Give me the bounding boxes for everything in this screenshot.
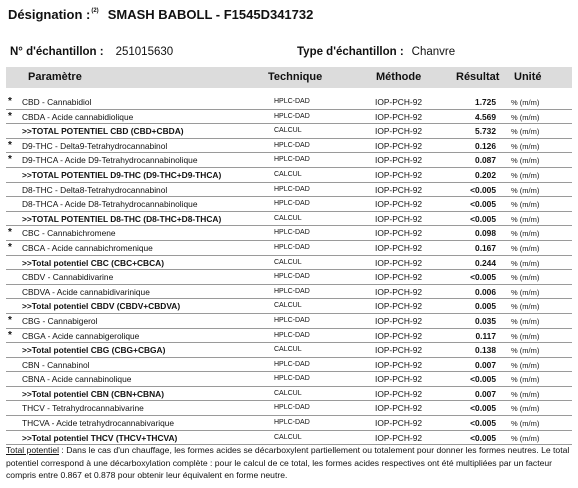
results-table (6, 95, 572, 445)
row-result: <0.005 (470, 418, 496, 429)
row-result: <0.005 (470, 432, 496, 443)
row-method: IOP-PCH-92 (375, 345, 423, 356)
row-technique: HPLC-DAD (274, 360, 310, 368)
row-star-marker: * (8, 227, 12, 239)
row-parameter: CBDA - Acide cannabidiolique (22, 111, 134, 122)
table-row (6, 372, 572, 387)
table-row (6, 110, 572, 125)
row-technique: HPLC-DAD (274, 375, 310, 383)
total-row (6, 387, 572, 402)
table-row (6, 139, 572, 154)
row-method: IOP-PCH-92 (375, 199, 423, 210)
row-technique: HPLC-DAD (274, 404, 310, 412)
row-technique: HPLC-DAD (274, 419, 310, 427)
row-unit: % (m/m) (511, 331, 540, 341)
row-method: IOP-PCH-92 (375, 257, 423, 268)
row-technique: HPLC-DAD (274, 243, 310, 251)
table-row (6, 95, 572, 110)
total-row (6, 124, 572, 139)
row-unit: % (m/m) (511, 258, 540, 268)
row-method: IOP-PCH-92 (375, 301, 423, 312)
table-row (6, 270, 572, 285)
row-unit: % (m/m) (511, 200, 540, 210)
row-unit: % (m/m) (511, 375, 540, 385)
row-technique: CALCUL (274, 214, 302, 222)
total-row (6, 343, 572, 358)
designation-label: Désignation : (8, 7, 91, 22)
row-result: <0.005 (470, 184, 496, 195)
row-parameter: D9-THC - Delta9-Tetrahydrocannabinol (22, 140, 168, 151)
row-result: 0.167 (475, 242, 496, 253)
designation-value: SMASH BABOLL - F1545D341732 (107, 7, 314, 22)
row-parameter: D9-THCA - Acide D9-Tetrahydrocannabinolique (22, 155, 198, 166)
row-unit: % (m/m) (511, 302, 540, 312)
row-result: 0.007 (475, 388, 496, 399)
total-row (6, 168, 572, 183)
footnote-label: Total potentiel (6, 445, 60, 455)
row-result: 0.098 (475, 228, 496, 239)
row-unit: % (m/m) (511, 389, 540, 399)
row-method: IOP-PCH-92 (375, 155, 423, 166)
header-unit: Unité (514, 71, 542, 83)
row-unit: % (m/m) (511, 316, 540, 326)
row-parameter: >>Total potentiel THCV (THCV+THCVA) (22, 432, 178, 443)
row-method: IOP-PCH-92 (375, 140, 423, 151)
header-technique: Technique (268, 71, 323, 83)
row-parameter: CBC - Cannabichromene (22, 228, 116, 239)
row-unit: % (m/m) (511, 433, 540, 443)
row-technique: HPLC-DAD (274, 200, 310, 208)
row-parameter: >>Total potentiel CBG (CBG+CBGA) (22, 345, 166, 356)
row-technique: HPLC-DAD (274, 112, 310, 120)
row-unit: % (m/m) (511, 346, 540, 356)
total-row (6, 256, 572, 271)
row-technique: HPLC-DAD (274, 273, 310, 281)
row-parameter: CBN - Cannabinol (22, 359, 90, 370)
total-row (6, 212, 572, 227)
row-parameter: >>Total potentiel CBDV (CBDV+CBDVA) (22, 301, 181, 312)
table-row (6, 401, 572, 416)
row-unit: % (m/m) (511, 243, 540, 253)
row-technique: HPLC-DAD (274, 98, 310, 105)
row-parameter: CBNA - Acide cannabinolique (22, 374, 132, 385)
designation-footnote-ref: (2) (91, 8, 99, 14)
row-parameter: D8-THCA - Acide D8-Tetrahydrocannabinolique (22, 199, 198, 210)
row-technique: CALCUL (274, 433, 302, 441)
row-unit: % (m/m) (511, 419, 540, 429)
footnote-text: : Dans le cas d'un chauffage, les formes acides se décarboxylent partiellement ou totalement pour donner les formes neutres. Le total potentiel correspond à une décarboxylation complète : pour le calcul de ce total, les formes acides respectives ont été multipliées par un facteur compris entre 0.867 et 0.878 pour obtenir leur équivalent en forme neutre. (6, 445, 570, 481)
row-result: <0.005 (470, 272, 496, 283)
row-result: <0.005 (470, 199, 496, 210)
row-star-marker: * (8, 110, 12, 122)
row-method: IOP-PCH-92 (375, 169, 423, 180)
row-unit: % (m/m) (511, 127, 540, 137)
row-result: 0.244 (475, 257, 496, 268)
row-method: IOP-PCH-92 (375, 286, 423, 297)
header-param: Paramètre (28, 71, 82, 83)
table-row (6, 241, 572, 256)
row-result: <0.005 (470, 213, 496, 224)
row-parameter: CBGA - Acide cannabigerolique (22, 330, 140, 341)
table-row (6, 329, 572, 344)
row-method: IOP-PCH-92 (375, 111, 423, 122)
table-header (6, 67, 572, 88)
row-result: 0.035 (475, 315, 496, 326)
row-unit: % (m/m) (511, 185, 540, 195)
row-star-marker: * (8, 329, 12, 341)
row-star-marker: * (8, 96, 12, 107)
row-parameter: >>TOTAL POTENTIEL D8-THC (D8-THC+D8-THCA) (22, 213, 222, 224)
row-result: 0.202 (475, 169, 496, 180)
row-method: IOP-PCH-92 (375, 374, 423, 385)
sample-type-label: Type d'échantillon : (297, 46, 404, 58)
table-row (6, 153, 572, 168)
row-method: IOP-PCH-92 (375, 213, 423, 224)
row-star-marker: * (8, 241, 12, 253)
table-row (6, 285, 572, 300)
row-result: 1.725 (475, 97, 496, 107)
row-technique: CALCUL (274, 170, 302, 178)
row-unit: % (m/m) (511, 229, 540, 239)
row-technique: HPLC-DAD (274, 141, 310, 149)
table-row (6, 314, 572, 329)
row-parameter: D8-THC - Delta8-Tetrahydrocannabinol (22, 184, 168, 195)
row-star-marker: * (8, 139, 12, 151)
row-method: IOP-PCH-92 (375, 228, 423, 239)
row-result: 0.007 (475, 359, 496, 370)
table-row (6, 358, 572, 373)
row-technique: CALCUL (274, 127, 302, 135)
row-technique: HPLC-DAD (274, 316, 310, 324)
footnote (6, 444, 574, 482)
row-parameter: >>Total potentiel CBN (CBN+CBNA) (22, 388, 164, 399)
row-parameter: >>TOTAL POTENTIEL D9-THC (D9-THC+D9-THCA) (22, 169, 222, 180)
row-method: IOP-PCH-92 (375, 418, 423, 429)
row-parameter: CBD - Cannabidiol (22, 97, 92, 107)
row-unit: % (m/m) (511, 112, 540, 122)
row-unit: % (m/m) (511, 170, 540, 180)
row-technique: CALCUL (274, 346, 302, 354)
table-row (6, 197, 572, 212)
row-parameter: >>Total potentiel CBC (CBC+CBCA) (22, 257, 164, 268)
row-result: 0.138 (475, 345, 496, 356)
row-technique: CALCUL (274, 389, 302, 397)
row-technique: HPLC-DAD (274, 287, 310, 295)
sample-number-label: N° d'échantillon : (10, 46, 104, 58)
row-method: IOP-PCH-92 (375, 388, 423, 399)
row-star-marker: * (8, 314, 12, 326)
sample-number-value: 251015630 (115, 46, 174, 58)
row-result: 5.732 (475, 126, 496, 137)
row-technique: HPLC-DAD (274, 229, 310, 237)
row-unit: % (m/m) (511, 273, 540, 283)
sample-type-value: Chanvre (411, 46, 456, 58)
row-star-marker: * (8, 154, 12, 166)
row-result: 0.117 (475, 330, 496, 341)
row-technique: HPLC-DAD (274, 185, 310, 193)
sample-type (297, 46, 455, 58)
row-technique: HPLC-DAD (274, 156, 310, 164)
table-row (6, 416, 572, 431)
row-method: IOP-PCH-92 (375, 184, 423, 195)
row-method: IOP-PCH-92 (375, 432, 423, 443)
row-method: IOP-PCH-92 (375, 126, 423, 137)
total-row (6, 299, 572, 314)
header-method: Méthode (376, 71, 422, 83)
row-result: <0.005 (470, 403, 496, 414)
row-parameter: CBDV - Cannabidivarine (22, 272, 114, 283)
row-parameter: CBCA - Acide cannabichromenique (22, 242, 153, 253)
row-parameter: CBDVA - Acide cannabidivarinique (22, 286, 150, 297)
row-unit: % (m/m) (511, 141, 540, 151)
row-method: IOP-PCH-92 (375, 97, 423, 107)
row-unit: % (m/m) (511, 287, 540, 297)
row-method: IOP-PCH-92 (375, 330, 423, 341)
sample-number (10, 46, 173, 58)
row-parameter: CBG - Cannabigerol (22, 315, 98, 326)
row-technique: CALCUL (274, 302, 302, 310)
row-method: IOP-PCH-92 (375, 272, 423, 283)
row-unit: % (m/m) (511, 98, 540, 107)
row-method: IOP-PCH-92 (375, 315, 423, 326)
table-row (6, 226, 572, 241)
header-result: Résultat (456, 71, 500, 83)
row-parameter: THCV - Tetrahydrocannabivarine (22, 403, 144, 414)
row-unit: % (m/m) (511, 360, 540, 370)
row-technique: CALCUL (274, 258, 302, 266)
row-parameter: >>TOTAL POTENTIEL CBD (CBD+CBDA) (22, 126, 184, 137)
table-row (6, 183, 572, 198)
row-technique: HPLC-DAD (274, 331, 310, 339)
sample-info (10, 46, 570, 62)
row-result: 0.006 (475, 286, 496, 297)
row-result: 4.569 (475, 111, 496, 122)
row-method: IOP-PCH-92 (375, 403, 423, 414)
row-result: 0.126 (475, 140, 496, 151)
row-result: 0.005 (475, 301, 496, 312)
row-unit: % (m/m) (511, 156, 540, 166)
designation-title (8, 7, 313, 22)
row-result: 0.087 (475, 155, 496, 166)
row-result: <0.005 (470, 374, 496, 385)
row-method: IOP-PCH-92 (375, 359, 423, 370)
row-parameter: THCVA - Acide tetrahydrocannabivarique (22, 418, 175, 429)
row-method: IOP-PCH-92 (375, 242, 423, 253)
row-unit: % (m/m) (511, 214, 540, 224)
row-unit: % (m/m) (511, 404, 540, 414)
